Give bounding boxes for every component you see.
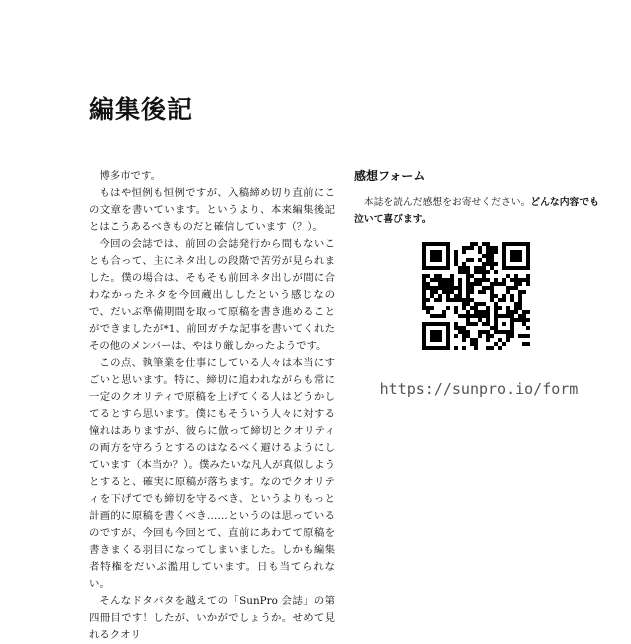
form-description (354, 194, 604, 228)
editorial-text-column (89, 168, 335, 644)
paragraph: 今回の会誌では、前回の会誌発行から間もないことも合って、主にネタ出しの段階で苦労が見られました。僕の場合は、そもそも前回ネタ出しが間に合わなかったネタを今回蔵出ししたという感じなので、だいぶ準備期間を取って原稿を書き進めることができましたが*1、前回ガチな記事を書いてくれたその他のメンバーは、やはり厳しかったようです。 (89, 238, 335, 352)
form-description-emphasis: どんな内容でも泣いて喜びます。 (354, 197, 599, 225)
paragraph: この点、執筆業を仕事にしている人々は本当にすごいと思います。特に、締切に追われながらも常に一定のクオリティで原稿を上げてくる人はどうかしてるとすら思います。僕にもそういう人々に対する憧れはありますが、彼らに倣って締切とクオリティの両方を守ろうとするのはなるべく避けるようにしています（本当か？）。僕みたいな凡人が真似しようとすると、確実に原稿が落ちます。なのでクオリティを下げてでも締切を守るべき、というよりもっと計画的に原稿を書くべき……というのは思っているのですが、今回も今回とて、直前にあわてて原稿を書きまくる羽目になってしまいました。しかも編集者特権をだいぶ濫用しています。日も当てられない。 (89, 357, 335, 590)
page-title: 編集後記 (89, 95, 194, 124)
paragraph: 博多市です。 (99, 170, 161, 182)
paragraph: そんなドタバタを越えての「SunPro 会誌」の第四冊目です！したが、いかがでしょうか。せめて見れるクオリ (89, 595, 335, 641)
qr-code-icon (422, 242, 530, 350)
paragraph: もはや恒例も恒例ですが、入稿締め切り直前にこの文章を書いています。というより、本来編集後記とはこうあるべきものだと確信しています（？）。 (89, 187, 335, 233)
form-description-text: 本誌を読んだ感想をお寄せください。 (363, 197, 531, 208)
form-url[interactable]: https://sunpro.io/form (379, 380, 579, 398)
form-heading: 感想フォーム (354, 169, 426, 183)
feedback-form-section (354, 167, 604, 228)
